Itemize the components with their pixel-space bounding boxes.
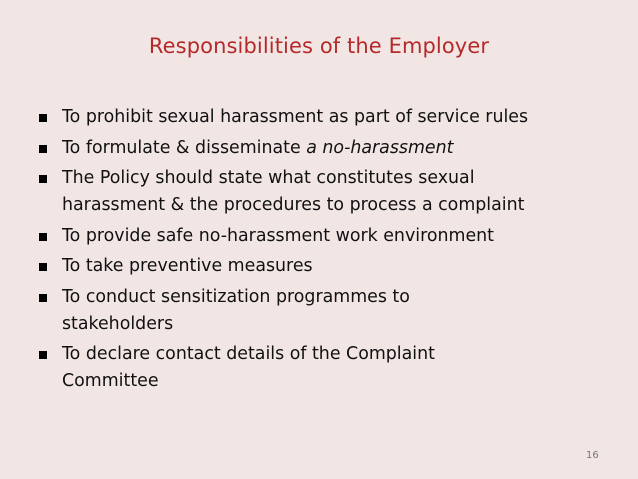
bullet-item: [38, 284, 628, 338]
bullet-item: [38, 165, 628, 219]
bullet-text: [62, 287, 410, 334]
bullet-text: [62, 344, 435, 391]
bullet-item: [38, 223, 628, 250]
bullet-text: To provide safe no-harassment work environment: [62, 225, 494, 246]
square-bullet-icon: [39, 294, 47, 302]
bullet-item: [38, 135, 628, 162]
bullet-text: To prohibit sexual harassment as part of service rules: [62, 107, 529, 127]
page-number: 16: [586, 450, 599, 461]
bullet-line: stakeholders: [62, 313, 174, 334]
slide-title: Responsibilities of the Employer: [148, 34, 490, 58]
bullet-line: harassment & the procedures to process a complaint: [62, 195, 525, 215]
bullet-line: The Policy should state what constitutes sexual: [62, 168, 475, 188]
square-bullet-icon: [39, 114, 47, 122]
bullet-text: [62, 138, 453, 158]
square-bullet-icon: [39, 145, 47, 153]
square-bullet-icon: [39, 233, 47, 241]
square-bullet-icon: [39, 351, 47, 359]
bullet-text-regular: To formulate & disseminate: [62, 137, 307, 158]
square-bullet-icon: [39, 175, 47, 183]
bullet-item: [38, 253, 628, 280]
bullet-item: [38, 341, 628, 395]
bullet-item: [38, 104, 628, 131]
bullet-line: To declare contact details of the Complaint: [62, 344, 435, 364]
bullet-text: To take preventive measures: [62, 256, 313, 276]
bullet-text: [62, 168, 524, 215]
square-bullet-icon: [39, 263, 47, 271]
bullet-line: Committee: [62, 371, 159, 391]
bullet-list: [38, 104, 628, 399]
bullet-line: To conduct sensitization programmes to: [62, 286, 410, 307]
bullet-text-italic: a no-harassment: [306, 137, 454, 158]
